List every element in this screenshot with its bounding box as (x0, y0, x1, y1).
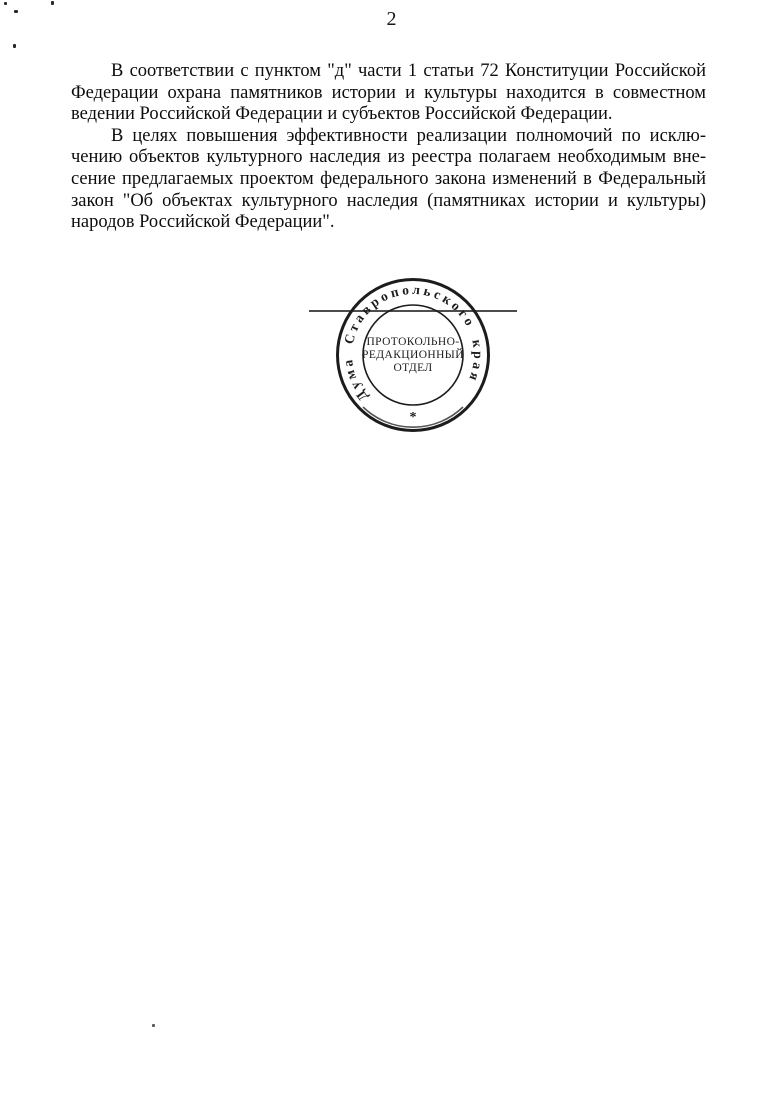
scan-artifact (13, 44, 16, 48)
text-line: ведении Российской Федерации и субъектов Российской Федерации. (71, 104, 613, 125)
text-line: закон "Об объектах культурного наследия (памятниках истории и культуры) (71, 190, 706, 211)
scan-artifact (4, 2, 7, 5)
stamp-ring-text: Дума Ставропольского края (339, 281, 487, 405)
scan-artifact (51, 1, 54, 5)
stamp-center-line: ПРОТОКОЛЬНО- (366, 336, 460, 348)
body-text (71, 61, 706, 234)
text-line: В целях повышения эффективности реализации полномочий по исклю- (111, 125, 706, 146)
stamp-center-text (362, 336, 464, 374)
text-line: В соответствии с пунктом "д" части 1 статьи 72 Конституции Российской (111, 61, 706, 81)
paragraph (71, 61, 706, 126)
scan-artifact (14, 10, 18, 13)
paragraph (71, 126, 706, 234)
text-line: Федерации охрана памятников истории и культуры находится в совместном (71, 82, 706, 103)
page-number: 2 (386, 8, 397, 30)
text-line: сение предлагаемых проектом федерального закона изменений в Федеральный (71, 168, 706, 189)
stamp-center-line: ОТДЕЛ (393, 362, 433, 374)
text-line: народов Российской Федерации". (71, 212, 335, 233)
stamp-asterisk: * (409, 410, 417, 425)
text-line: чению объектов культурного наследия из реестра полагаем необходимым вне- (71, 147, 706, 168)
scan-artifact (152, 1024, 155, 1027)
stamp-center-line: РЕДАКЦИОННЫЙ (362, 349, 464, 361)
official-stamp-seal (328, 270, 498, 440)
